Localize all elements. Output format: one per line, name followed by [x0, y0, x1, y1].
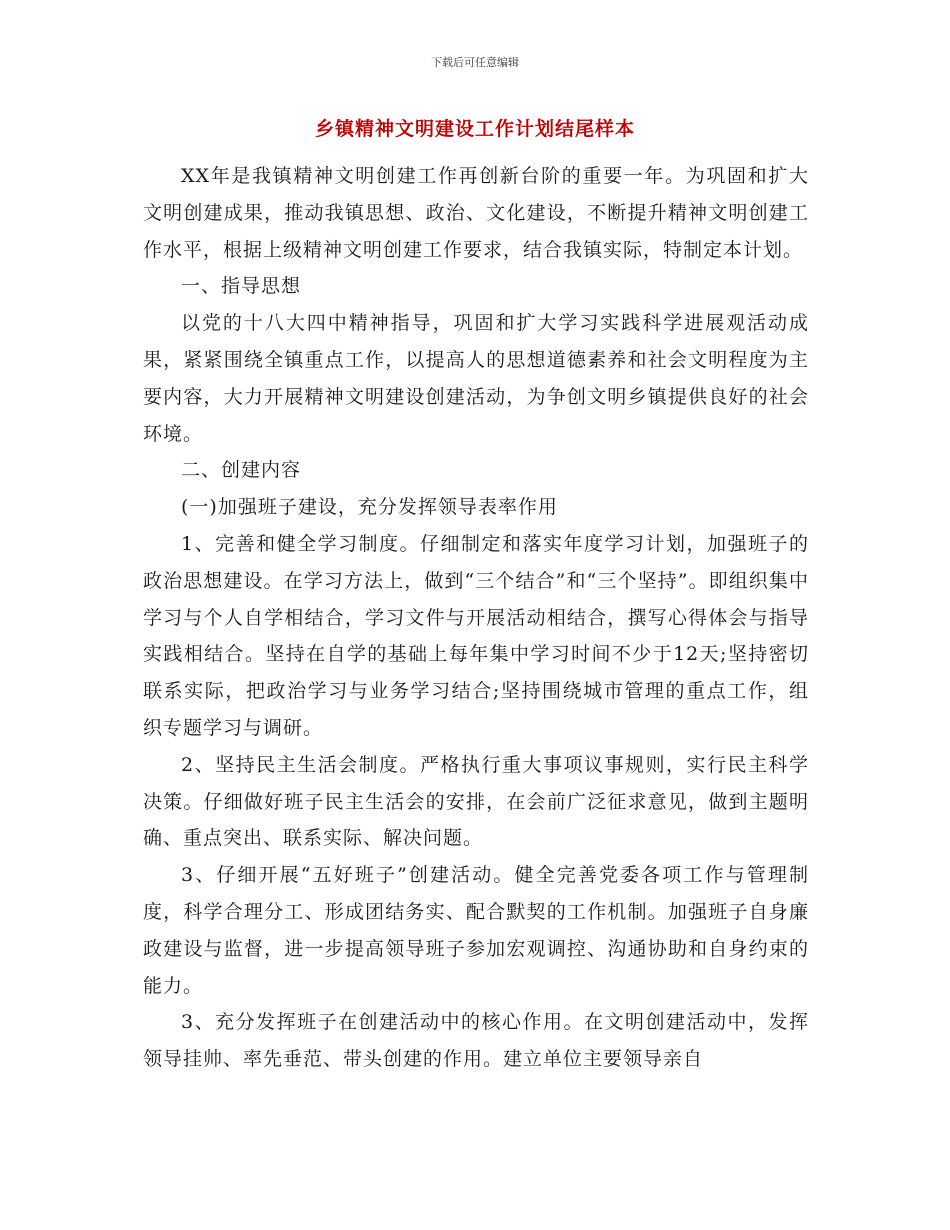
section-heading-guiding-thought: 一、指导思想: [181, 275, 302, 298]
header-note: 下载后可任意编辑: [431, 56, 519, 69]
paragraph-item-1: 1、完善和健全学习制度。仔细制定和落实年度学习计划，加强班子的政治思想建设。在学习方法上，做到“三个结合”和“三个坚持”。即组织集中学习与个人自学相结合，学习文件与开展活动相结合，撰写心得体会与指导实践相结合。坚持在自学的基础上每年集中学习时间不少于12天;坚持密切联系实际，把政治学习与业务学习结合;坚持围绕城市管理的重点工作，组织专题学习与调研。: [143, 532, 809, 739]
paragraph-intro: XX年是我镇精神文明创建工作再创新台阶的重要一年。为巩固和扩大文明创建成果，推动我镇思想、政治、文化建设，不断提升精神文明创建工作水平，根据上级精神文明创建工作要求，结合我镇实际，特制定本计划。: [143, 165, 809, 261]
paragraph-item-3: 3、仔细开展“五好班子”创建活动。健全完善党委各项工作与管理制度，科学合理分工、形成团结务实、配合默契的工作机制。加强班子自身廉政建设与监督，进一步提高领导班子参加宏观调控、沟通协助和自身约束的能力。: [143, 864, 809, 997]
document-title: 乡镇精神文明建设工作计划结尾样本: [314, 118, 635, 140]
section-heading-content: 二、创建内容: [181, 459, 302, 482]
paragraph-item-2: 2、坚持民主生活会制度。严格执行重大事项议事规则，实行民主科学决策。仔细做好班子民主生活会的安排，在会前广泛征求意见，做到主题明确、重点突出、联系实际、解决问题。: [143, 753, 809, 850]
paragraph-guiding-thought: 以党的十八大四中精神指导，巩固和扩大学习实践科学进展观活动成果，紧紧围绕全镇重点工作，以提高人的思想道德素养和社会文明程度为主要内容，大力开展精神文明建设创建活动，为争创文明乡镇提供良好的社会环境。: [143, 312, 809, 445]
document-body: [143, 158, 809, 1078]
subsection-heading-leadership: (一)加强班子建设，充分发挥领导表率作用: [181, 496, 558, 519]
paragraph-item-3b: 3、充分发挥班子在创建活动中的核心作用。在文明创建活动中，发挥领导挂帅、率先垂范、带头创建的作用。建立单位主要领导亲自: [143, 1011, 809, 1071]
